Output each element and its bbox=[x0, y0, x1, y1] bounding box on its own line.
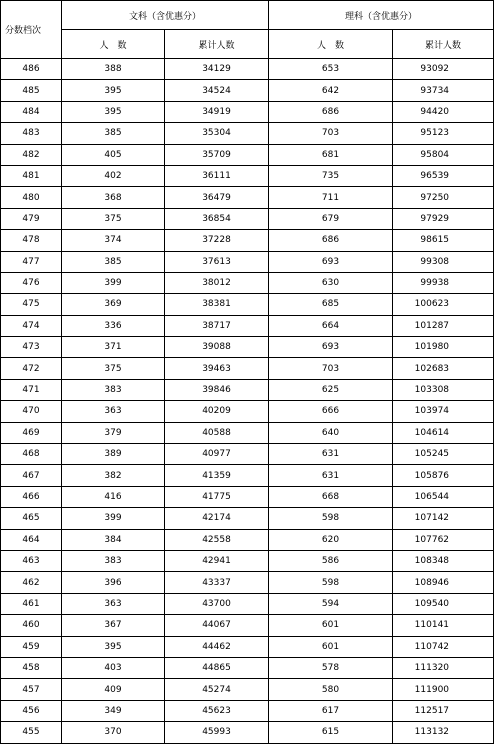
score-cell: 470 bbox=[1, 401, 62, 422]
li-cumulative-cell: 97929 bbox=[393, 208, 494, 229]
table-row bbox=[1, 80, 494, 101]
wen-cumulative-cell: 40209 bbox=[165, 401, 269, 422]
wen-cumulative-cell: 39088 bbox=[165, 337, 269, 358]
wen-count-cell: 363 bbox=[62, 401, 165, 422]
score-cell: 461 bbox=[1, 593, 62, 614]
wen-cumulative-cell: 36111 bbox=[165, 165, 269, 186]
wen-count-cell: 370 bbox=[62, 722, 165, 743]
table-row bbox=[1, 165, 494, 186]
score-cell: 482 bbox=[1, 144, 62, 165]
wen-count-cell: 416 bbox=[62, 486, 165, 507]
li-cumulative-cell: 110141 bbox=[393, 615, 494, 636]
wen-cumulative-cell: 36854 bbox=[165, 208, 269, 229]
li-count-cell: 631 bbox=[269, 465, 393, 486]
li-count-cell: 598 bbox=[269, 508, 393, 529]
table-row bbox=[1, 144, 494, 165]
table-row bbox=[1, 230, 494, 251]
wen-count-cell: 379 bbox=[62, 422, 165, 443]
wen-count-cell: 389 bbox=[62, 444, 165, 465]
li-cumulative-cell: 102683 bbox=[393, 358, 494, 379]
score-cell: 457 bbox=[1, 679, 62, 700]
li-cumulative-cell: 107142 bbox=[393, 508, 494, 529]
score-cell: 463 bbox=[1, 550, 62, 571]
li-count-cell: 679 bbox=[269, 208, 393, 229]
li-cumulative-cell: 103308 bbox=[393, 379, 494, 400]
wen-count-cell: 336 bbox=[62, 315, 165, 336]
li-cumulative-cell: 107762 bbox=[393, 529, 494, 550]
score-cell: 472 bbox=[1, 358, 62, 379]
li-cumulative-cell: 100623 bbox=[393, 294, 494, 315]
score-cell: 469 bbox=[1, 422, 62, 443]
score-cell: 474 bbox=[1, 315, 62, 336]
score-cell: 466 bbox=[1, 486, 62, 507]
table-row bbox=[1, 337, 494, 358]
li-cumulative-cell: 99938 bbox=[393, 272, 494, 293]
table-row bbox=[1, 465, 494, 486]
li-cumulative-cell: 93734 bbox=[393, 80, 494, 101]
wen-cumulative-cell: 45274 bbox=[165, 679, 269, 700]
table-header bbox=[1, 1, 494, 59]
wen-cumulative-cell: 36479 bbox=[165, 187, 269, 208]
wen-count-cell: 399 bbox=[62, 508, 165, 529]
wen-cumulative-cell: 35709 bbox=[165, 144, 269, 165]
score-cell: 476 bbox=[1, 272, 62, 293]
wen-count-cell: 374 bbox=[62, 230, 165, 251]
li-cumulative-cell: 113132 bbox=[393, 722, 494, 743]
score-cell: 467 bbox=[1, 465, 62, 486]
li-count-cell: 630 bbox=[269, 272, 393, 293]
li-count-cell: 703 bbox=[269, 123, 393, 144]
li-count-cell: 666 bbox=[269, 401, 393, 422]
table-row bbox=[1, 123, 494, 144]
li-count-cell: 685 bbox=[269, 294, 393, 315]
li-cumulative-cell: 112517 bbox=[393, 700, 494, 721]
li-cumulative-cell: 101980 bbox=[393, 337, 494, 358]
score-cell: 475 bbox=[1, 294, 62, 315]
table-row bbox=[1, 208, 494, 229]
table-row bbox=[1, 593, 494, 614]
li-count-cell: 631 bbox=[269, 444, 393, 465]
li-cumulative-cell: 105245 bbox=[393, 444, 494, 465]
table-row bbox=[1, 550, 494, 571]
li-cumulative-cell: 96539 bbox=[393, 165, 494, 186]
wen-count-cell: 385 bbox=[62, 251, 165, 272]
wen-cumulative-cell: 34129 bbox=[165, 59, 269, 80]
table-row bbox=[1, 379, 494, 400]
table-row bbox=[1, 444, 494, 465]
header-row-subcolumns bbox=[1, 30, 494, 59]
score-cell: 480 bbox=[1, 187, 62, 208]
wen-count-cell: 395 bbox=[62, 101, 165, 122]
wen-count-cell: 383 bbox=[62, 379, 165, 400]
li-cumulative-header: 累计人数 bbox=[393, 30, 494, 59]
table-row bbox=[1, 59, 494, 80]
score-cell: 471 bbox=[1, 379, 62, 400]
score-cell: 455 bbox=[1, 722, 62, 743]
wen-cumulative-header: 累计人数 bbox=[165, 30, 269, 59]
li-count-cell: 653 bbox=[269, 59, 393, 80]
wen-cumulative-cell: 42174 bbox=[165, 508, 269, 529]
table-row bbox=[1, 636, 494, 657]
table-row bbox=[1, 657, 494, 678]
score-cell: 460 bbox=[1, 615, 62, 636]
wen-group-header: 文科（含优惠分） bbox=[62, 1, 269, 30]
score-cell: 458 bbox=[1, 657, 62, 678]
li-cumulative-cell: 106544 bbox=[393, 486, 494, 507]
wen-count-cell: 395 bbox=[62, 636, 165, 657]
wen-count-cell: 349 bbox=[62, 700, 165, 721]
li-count-cell: 578 bbox=[269, 657, 393, 678]
wen-count-cell: 371 bbox=[62, 337, 165, 358]
score-cell: 477 bbox=[1, 251, 62, 272]
wen-count-cell: 368 bbox=[62, 187, 165, 208]
wen-cumulative-cell: 40588 bbox=[165, 422, 269, 443]
wen-cumulative-cell: 39463 bbox=[165, 358, 269, 379]
li-count-cell: 703 bbox=[269, 358, 393, 379]
li-count-cell: 735 bbox=[269, 165, 393, 186]
wen-count-cell: 363 bbox=[62, 593, 165, 614]
wen-count-cell: 375 bbox=[62, 358, 165, 379]
header-row-groups bbox=[1, 1, 494, 30]
wen-count-cell: 375 bbox=[62, 208, 165, 229]
score-cell: 459 bbox=[1, 636, 62, 657]
table-row bbox=[1, 508, 494, 529]
score-cell: 456 bbox=[1, 700, 62, 721]
li-count-cell: 693 bbox=[269, 251, 393, 272]
wen-cumulative-cell: 39846 bbox=[165, 379, 269, 400]
table-row bbox=[1, 187, 494, 208]
li-cumulative-cell: 94420 bbox=[393, 101, 494, 122]
wen-cumulative-cell: 41775 bbox=[165, 486, 269, 507]
wen-cumulative-cell: 44462 bbox=[165, 636, 269, 657]
li-count-cell: 598 bbox=[269, 572, 393, 593]
table-row bbox=[1, 401, 494, 422]
li-cumulative-cell: 95804 bbox=[393, 144, 494, 165]
li-count-cell: 580 bbox=[269, 679, 393, 700]
wen-count-cell: 402 bbox=[62, 165, 165, 186]
score-cell: 478 bbox=[1, 230, 62, 251]
wen-count-cell: 405 bbox=[62, 144, 165, 165]
table-row bbox=[1, 486, 494, 507]
li-count-cell: 594 bbox=[269, 593, 393, 614]
table-row bbox=[1, 529, 494, 550]
li-count-cell: 620 bbox=[269, 529, 393, 550]
score-cell: 484 bbox=[1, 101, 62, 122]
wen-cumulative-cell: 43337 bbox=[165, 572, 269, 593]
score-cell: 464 bbox=[1, 529, 62, 550]
wen-cumulative-cell: 38012 bbox=[165, 272, 269, 293]
wen-count-cell: 382 bbox=[62, 465, 165, 486]
wen-count-cell: 383 bbox=[62, 550, 165, 571]
score-cell: 483 bbox=[1, 123, 62, 144]
li-cumulative-cell: 111320 bbox=[393, 657, 494, 678]
wen-cumulative-cell: 44865 bbox=[165, 657, 269, 678]
wen-cumulative-cell: 34919 bbox=[165, 101, 269, 122]
table-row bbox=[1, 722, 494, 743]
wen-cumulative-cell: 45993 bbox=[165, 722, 269, 743]
li-cumulative-cell: 108946 bbox=[393, 572, 494, 593]
wen-count-cell: 369 bbox=[62, 294, 165, 315]
table-row bbox=[1, 572, 494, 593]
score-cell: 486 bbox=[1, 59, 62, 80]
li-cumulative-cell: 101287 bbox=[393, 315, 494, 336]
li-cumulative-cell: 93092 bbox=[393, 59, 494, 80]
table-row bbox=[1, 101, 494, 122]
table-row bbox=[1, 358, 494, 379]
table-row bbox=[1, 315, 494, 336]
wen-cumulative-cell: 41359 bbox=[165, 465, 269, 486]
li-cumulative-cell: 103974 bbox=[393, 401, 494, 422]
wen-cumulative-cell: 34524 bbox=[165, 80, 269, 101]
score-cell: 468 bbox=[1, 444, 62, 465]
li-cumulative-cell: 104614 bbox=[393, 422, 494, 443]
wen-count-cell: 384 bbox=[62, 529, 165, 550]
wen-cumulative-cell: 43700 bbox=[165, 593, 269, 614]
wen-count-cell: 395 bbox=[62, 80, 165, 101]
li-count-cell: 601 bbox=[269, 615, 393, 636]
li-cumulative-cell: 105876 bbox=[393, 465, 494, 486]
wen-cumulative-cell: 44067 bbox=[165, 615, 269, 636]
wen-cumulative-cell: 35304 bbox=[165, 123, 269, 144]
li-cumulative-cell: 95123 bbox=[393, 123, 494, 144]
li-count-cell: 625 bbox=[269, 379, 393, 400]
li-cumulative-cell: 108348 bbox=[393, 550, 494, 571]
wen-count-header: 人 数 bbox=[62, 30, 165, 59]
score-cell: 481 bbox=[1, 165, 62, 186]
li-count-cell: 601 bbox=[269, 636, 393, 657]
score-cell: 479 bbox=[1, 208, 62, 229]
li-cumulative-cell: 98615 bbox=[393, 230, 494, 251]
table-row bbox=[1, 679, 494, 700]
li-count-cell: 642 bbox=[269, 80, 393, 101]
wen-count-cell: 399 bbox=[62, 272, 165, 293]
table-body bbox=[1, 59, 494, 744]
wen-count-cell: 409 bbox=[62, 679, 165, 700]
li-count-cell: 615 bbox=[269, 722, 393, 743]
li-cumulative-cell: 111900 bbox=[393, 679, 494, 700]
li-count-cell: 586 bbox=[269, 550, 393, 571]
table-row bbox=[1, 700, 494, 721]
score-cell: 485 bbox=[1, 80, 62, 101]
wen-cumulative-cell: 45623 bbox=[165, 700, 269, 721]
li-cumulative-cell: 97250 bbox=[393, 187, 494, 208]
table-row bbox=[1, 615, 494, 636]
li-count-cell: 664 bbox=[269, 315, 393, 336]
li-count-cell: 640 bbox=[269, 422, 393, 443]
wen-cumulative-cell: 42941 bbox=[165, 550, 269, 571]
wen-count-cell: 388 bbox=[62, 59, 165, 80]
wen-cumulative-cell: 42558 bbox=[165, 529, 269, 550]
li-count-cell: 681 bbox=[269, 144, 393, 165]
wen-cumulative-cell: 38381 bbox=[165, 294, 269, 315]
li-count-cell: 686 bbox=[269, 101, 393, 122]
li-count-cell: 693 bbox=[269, 337, 393, 358]
li-count-cell: 668 bbox=[269, 486, 393, 507]
li-count-cell: 711 bbox=[269, 187, 393, 208]
score-cell: 462 bbox=[1, 572, 62, 593]
li-cumulative-cell: 99308 bbox=[393, 251, 494, 272]
li-count-cell: 686 bbox=[269, 230, 393, 251]
li-cumulative-cell: 109540 bbox=[393, 593, 494, 614]
wen-count-cell: 385 bbox=[62, 123, 165, 144]
li-count-cell: 617 bbox=[269, 700, 393, 721]
wen-count-cell: 396 bbox=[62, 572, 165, 593]
li-cumulative-cell: 110742 bbox=[393, 636, 494, 657]
score-level-header: 分数档次 bbox=[1, 1, 62, 59]
wen-count-cell: 367 bbox=[62, 615, 165, 636]
table-row bbox=[1, 422, 494, 443]
wen-cumulative-cell: 37613 bbox=[165, 251, 269, 272]
wen-cumulative-cell: 40977 bbox=[165, 444, 269, 465]
wen-count-cell: 403 bbox=[62, 657, 165, 678]
score-cell: 465 bbox=[1, 508, 62, 529]
table-row bbox=[1, 272, 494, 293]
table-row bbox=[1, 251, 494, 272]
table-row bbox=[1, 294, 494, 315]
li-count-header: 人 数 bbox=[269, 30, 393, 59]
wen-cumulative-cell: 37228 bbox=[165, 230, 269, 251]
score-cell: 473 bbox=[1, 337, 62, 358]
li-group-header: 理科（含优惠分） bbox=[269, 1, 494, 30]
wen-cumulative-cell: 38717 bbox=[165, 315, 269, 336]
